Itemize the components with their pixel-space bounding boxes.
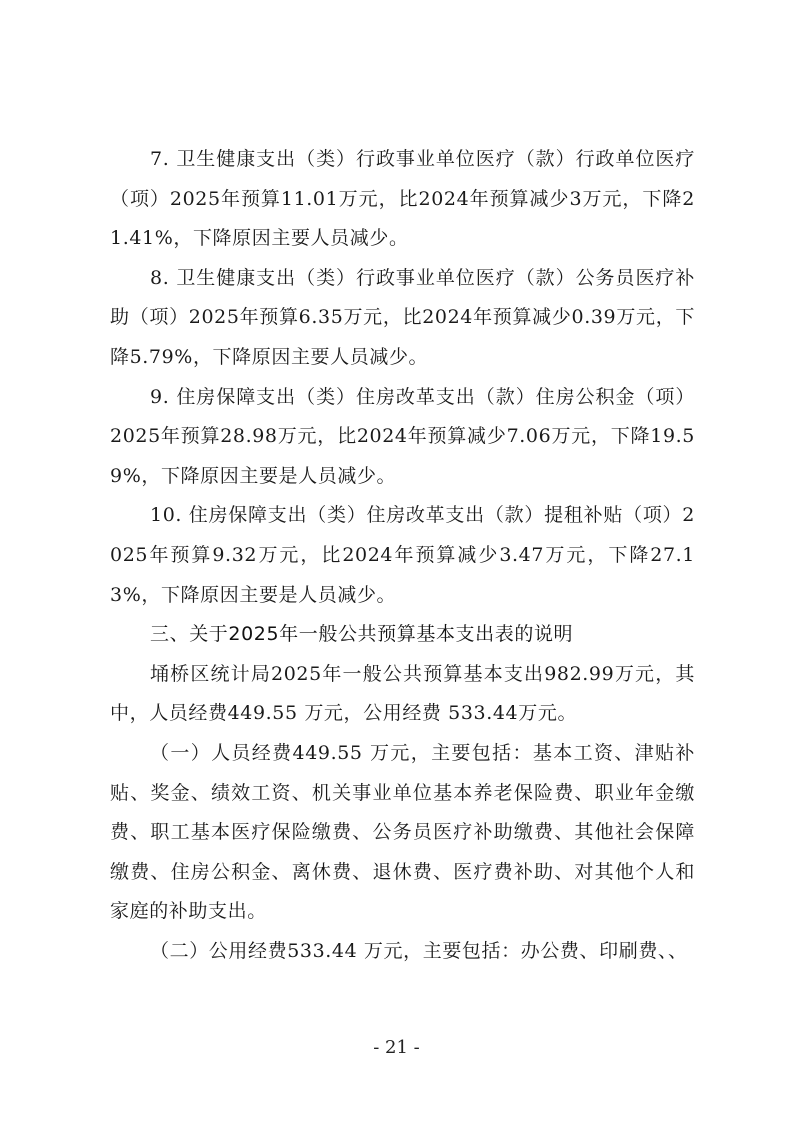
document-body: [110, 140, 695, 971]
page-number: - 21 -: [373, 1037, 420, 1058]
section-paragraph-personnel: （一）人员经费449.55 万元，主要包括：基本工资、津贴补贴、奖金、绩效工资、机关事业单位基本养老保险费、职业年金缴费、职工基本医疗保险缴费、公务员医疗补助缴费、其他社会保障缴费、住房公积金、离休费、退休费、医疗费补助、对其他个人和家庭的补助支出。: [110, 741, 695, 923]
section-paragraph-summary: 埇桥区统计局2025年一般公共预算基本支出982.99万元，其中，人员经费449.55 万元，公用经费 533.44万元。: [110, 662, 695, 725]
paragraph-item-9: 9. 住房保障支出（类）住房改革支出（款）住房公积金（项）2025年预算28.98万元，比2024年预算减少7.06万元，下降19.59%，下降原因主要是人员减少。: [110, 385, 695, 487]
section-paragraph-public: （二）公用经费533.44 万元，主要包括：办公费、印刷费、、: [150, 939, 688, 962]
paragraph-item-10: 10. 住房保障支出（类）住房改革支出（款）提租补贴（项）2025年预算9.32万元，比2024年预算减少3.47万元，下降27.13%，下降原因主要是人员减少。: [110, 504, 695, 606]
section-heading: 三、关于2025年一般公共预算基本支出表的说明: [150, 623, 574, 646]
paragraph-item-7: 7. 卫生健康支出（类）行政事业单位医疗（款）行政单位医疗（项）2025年预算11.01万元，比2024年预算减少3万元，下降21.41%，下降原因主要人员减少。: [110, 148, 695, 250]
paragraph-item-8: 8. 卫生健康支出（类）行政事业单位医疗（款）公务员医疗补助（项）2025年预算6.35万元，比2024年预算减少0.39万元，下降5.79%，下降原因主要人员减少。: [110, 266, 695, 368]
